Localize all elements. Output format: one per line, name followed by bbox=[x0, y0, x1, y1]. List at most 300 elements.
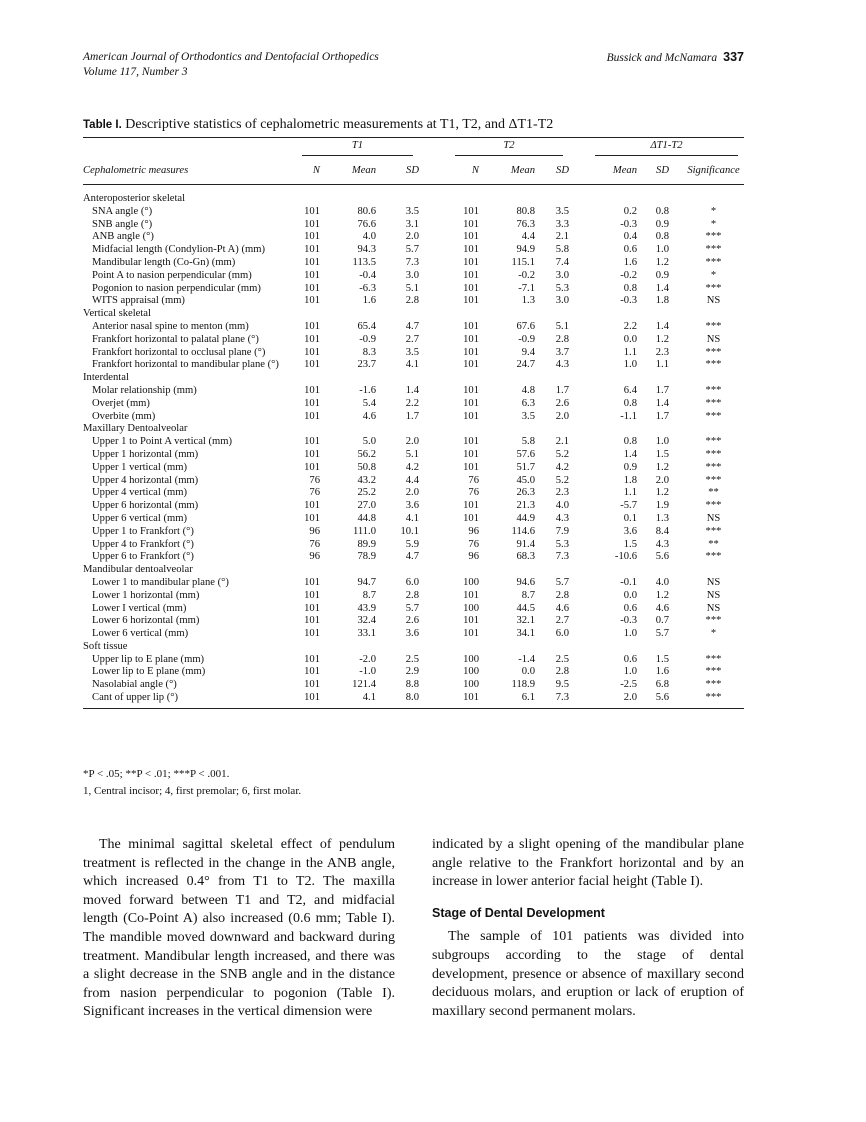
cell-mean-t2: 3.5 bbox=[521, 410, 535, 422]
cell-mean-t2: -0.9 bbox=[518, 333, 535, 345]
cell-sd-t2: 2.1 bbox=[555, 231, 569, 243]
cell-mean-t1: 76.6 bbox=[357, 218, 376, 230]
cell-measure: ANB angle (°) bbox=[92, 231, 154, 243]
group-header-row bbox=[83, 138, 744, 159]
table-row bbox=[83, 295, 744, 308]
cell-sd-t1: 4.1 bbox=[405, 512, 419, 524]
cell-mean-t1: -1.0 bbox=[359, 666, 376, 678]
cell-sd-t1: 2.5 bbox=[405, 653, 419, 665]
cell-significance: NS bbox=[706, 589, 721, 601]
cell-significance: * bbox=[710, 269, 717, 281]
cell-mean-t1: 78.9 bbox=[357, 551, 376, 563]
cell-mean-t1: 43.2 bbox=[357, 474, 376, 486]
cell-sd-t1: 8.0 bbox=[376, 692, 419, 708]
table-row bbox=[83, 385, 744, 398]
cell-mean-t1: -0.9 bbox=[359, 333, 376, 345]
cell-sd-t2: 2.8 bbox=[555, 589, 569, 601]
cell-measure: Nasolabial angle (°) bbox=[92, 679, 177, 691]
cell-significance: *** bbox=[705, 474, 722, 486]
cell-sd-t2: 3.7 bbox=[555, 346, 569, 358]
cell-significance: *** bbox=[705, 653, 722, 665]
cell-n-t2: 101 bbox=[463, 333, 479, 345]
table-row bbox=[83, 219, 744, 232]
cell-mean-t1: 89.9 bbox=[357, 538, 376, 550]
cell-mean-t2: 76.3 bbox=[516, 218, 535, 230]
cell-mean-delta: 0.0 bbox=[623, 333, 637, 345]
cell-n-t1: 96 bbox=[309, 551, 320, 563]
cell-sd-t2: 4.3 bbox=[555, 359, 569, 371]
table-row bbox=[83, 411, 744, 424]
cell-mean-t2: 68.3 bbox=[516, 551, 535, 563]
table-caption: Descriptive statistics of cephalometric measurements at T1, T2, and ΔT1-T2 bbox=[125, 117, 554, 132]
cell-sd-delta: 0.9 bbox=[655, 218, 669, 230]
cell-measure: Upper 4 vertical (mm) bbox=[92, 487, 188, 499]
cell-mean-t1: -6.3 bbox=[359, 282, 376, 294]
cell-mean-t1: 5.4 bbox=[362, 397, 376, 409]
column-header-sd-t2: SD bbox=[535, 158, 569, 185]
cell-measure: Lower lip to E plane (mm) bbox=[92, 666, 206, 678]
cell-mean-delta: 1.8 bbox=[623, 474, 637, 486]
cell-sd-t2: 3.5 bbox=[555, 205, 569, 217]
table-row bbox=[83, 692, 744, 708]
cell-sd-delta: 1.2 bbox=[655, 487, 669, 499]
cell-sd-t2: 5.3 bbox=[555, 282, 569, 294]
table-row bbox=[83, 500, 744, 513]
cell-sd-t2: 2.1 bbox=[555, 436, 569, 448]
section-row bbox=[83, 372, 744, 385]
cell-mean-delta: 1.0 bbox=[623, 666, 637, 678]
page-number: 337 bbox=[723, 50, 744, 64]
cell-n-t2: 101 bbox=[463, 205, 479, 217]
cell-n-t1: 101 bbox=[304, 602, 320, 614]
cell-sd-t1: 1.7 bbox=[405, 410, 419, 422]
table-row bbox=[83, 539, 744, 552]
cell-mean-delta: -10.6 bbox=[614, 551, 637, 563]
cell-sd-delta: 1.5 bbox=[655, 448, 669, 460]
table-row bbox=[83, 359, 744, 372]
cell-n-t2: 101 bbox=[463, 500, 479, 512]
cell-n-t2: 76 bbox=[468, 474, 479, 486]
cell-sd-t1: 2.0 bbox=[405, 231, 419, 243]
cell-sd-t1: 5.7 bbox=[405, 244, 419, 256]
cell-measure: Lower 6 vertical (mm) bbox=[92, 628, 189, 640]
cell-mean-t1: -0.4 bbox=[359, 269, 376, 281]
cell-sd-delta: 1.0 bbox=[655, 436, 669, 448]
cell-sd-t1: 2.2 bbox=[405, 397, 419, 409]
cell-sd-t1: 5.9 bbox=[405, 538, 419, 550]
cell-measure: Upper 1 to Point A vertical (mm) bbox=[92, 436, 233, 448]
cell-n-t2: 101 bbox=[463, 397, 479, 409]
table-row bbox=[83, 513, 744, 526]
body-paragraph: The minimal sagittal skeletal effect of pendulum treatment is reflected in the change in the ANB angle, which increased 0.4° from T1 to T2. The maxilla moved forward between T1 and T2, and midfacial length (Co-Point A) also increased (0.6 mm; Table I). The mandible moved downward and backward during treatment. Mandibular length increased, and there was a slight decrease in the SNB angle and in the distance from nasion perpendicular to pogonion (Table I). Significant increases in the vertical dimension were bbox=[83, 837, 395, 1020]
cell-n-t1: 101 bbox=[304, 436, 320, 448]
cell-significance: *** bbox=[705, 500, 722, 512]
body-paragraph: The sample of 101 patients was divided into subgroups according to the stage of dental development, presence or absence of maxillary second deciduous molars, and eruption or lack of eruption of maxillary second permanent molars. bbox=[432, 929, 744, 1019]
section-label: Maxillary Dentoalveolar bbox=[83, 423, 188, 435]
table-row bbox=[83, 398, 744, 411]
table-row bbox=[83, 526, 744, 539]
cell-sd-t1: 2.0 bbox=[405, 436, 419, 448]
table-row bbox=[83, 206, 744, 219]
cell-mean-t2: 5.8 bbox=[521, 436, 535, 448]
cell-sd-t1: 2.9 bbox=[405, 666, 419, 678]
cell-mean-t2: 0.0 bbox=[521, 666, 535, 678]
cell-significance: *** bbox=[705, 244, 722, 256]
column-header-significance: Significance bbox=[669, 158, 744, 185]
cell-sd-delta: 4.3 bbox=[655, 538, 669, 550]
cell-significance: *** bbox=[705, 461, 722, 473]
cell-measure: Frankfort horizontal to mandibular plane (°) bbox=[92, 359, 279, 371]
cell-sd-t2: 3.0 bbox=[555, 295, 569, 307]
table-row bbox=[83, 590, 744, 603]
cell-mean-delta: 1.1 bbox=[623, 487, 637, 499]
cell-sd-t2: 3.3 bbox=[555, 218, 569, 230]
table-row bbox=[83, 436, 744, 449]
cell-significance: *** bbox=[705, 410, 722, 422]
cell-sd-t1: 8.8 bbox=[405, 679, 419, 691]
section-label: Vertical skeletal bbox=[83, 308, 151, 320]
cell-mean-t1: 121.4 bbox=[352, 679, 376, 691]
cell-mean-t2: 94.6 bbox=[516, 576, 535, 588]
table-row bbox=[83, 462, 744, 475]
cell-sd-delta: 2.0 bbox=[655, 474, 669, 486]
cell-n-t2: 100 bbox=[463, 602, 479, 614]
cell-mean-t2: 67.6 bbox=[516, 320, 535, 332]
cell-n-t1: 101 bbox=[304, 205, 320, 217]
cell-mean-t2: 44.9 bbox=[516, 512, 535, 524]
cell-sd-delta: 1.4 bbox=[655, 320, 669, 332]
cell-sd-t2: 5.8 bbox=[555, 244, 569, 256]
cell-mean-delta: -0.2 bbox=[620, 269, 637, 281]
cell-measure: Lower I vertical (mm) bbox=[92, 602, 187, 614]
cell-sd-delta: 1.2 bbox=[655, 461, 669, 473]
cell-measure: Frankfort horizontal to palatal plane (°) bbox=[92, 333, 259, 345]
cell-mean-delta: 1.0 bbox=[623, 359, 637, 371]
cell-n-t1: 101 bbox=[304, 384, 320, 396]
cell-mean-t1: 94.3 bbox=[357, 244, 376, 256]
cell-significance: *** bbox=[705, 666, 722, 678]
cell-sd-delta: 1.5 bbox=[655, 653, 669, 665]
cell-mean-delta: 0.2 bbox=[623, 205, 637, 217]
column-header-mean-delta: Mean bbox=[569, 158, 637, 185]
cell-mean-t2: 114.6 bbox=[511, 525, 535, 537]
cell-n-t1: 101 bbox=[304, 500, 320, 512]
cell-sd-t2: 4.6 bbox=[555, 602, 569, 614]
cell-sd-delta: 1.6 bbox=[655, 666, 669, 678]
cell-sd-delta: 1.1 bbox=[655, 359, 669, 371]
cell-significance: NS bbox=[706, 512, 721, 524]
cell-mean-delta: 0.9 bbox=[623, 461, 637, 473]
cell-sd-t1: 2.8 bbox=[405, 295, 419, 307]
cell-n-t1: 101 bbox=[304, 448, 320, 460]
cell-mean-t2: 8.7 bbox=[521, 589, 535, 601]
cell-n-t2: 101 bbox=[463, 269, 479, 281]
cell-sd-delta: 1.4 bbox=[655, 282, 669, 294]
cell-significance: *** bbox=[705, 397, 722, 409]
cell-significance: *** bbox=[705, 436, 722, 448]
cell-sd-t2: 6.0 bbox=[555, 628, 569, 640]
column-header-n-t2: N bbox=[419, 158, 479, 185]
cell-significance: ** bbox=[708, 538, 719, 550]
section-label: Mandibular dentoalveolar bbox=[83, 564, 193, 576]
cell-mean-t1: 1.6 bbox=[362, 295, 376, 307]
cell-mean-t2: 57.6 bbox=[516, 448, 535, 460]
cell-n-t1: 101 bbox=[304, 244, 320, 256]
body-column-right bbox=[432, 836, 744, 1021]
cell-n-t1: 101 bbox=[304, 576, 320, 588]
cell-mean-t2: 32.1 bbox=[516, 615, 535, 627]
cell-significance: * bbox=[710, 205, 717, 217]
running-header-journal bbox=[83, 50, 379, 80]
cell-mean-t2: 45.0 bbox=[516, 474, 535, 486]
cell-mean-delta: 0.0 bbox=[623, 589, 637, 601]
cell-sd-delta: 4.0 bbox=[655, 576, 669, 588]
cell-mean-t2: 9.4 bbox=[521, 346, 535, 358]
cell-sd-t2: 7.9 bbox=[555, 525, 569, 537]
cell-mean-t2: 118.9 bbox=[511, 679, 535, 691]
cell-mean-t2: 1.3 bbox=[521, 295, 535, 307]
cell-n-t2: 76 bbox=[468, 538, 479, 550]
cell-mean-delta: -5.7 bbox=[620, 500, 637, 512]
cell-n-t1: 101 bbox=[304, 231, 320, 243]
cell-significance: *** bbox=[705, 359, 722, 371]
cell-mean-t2: 4.8 bbox=[521, 384, 535, 396]
cell-sd-delta: 1.8 bbox=[655, 295, 669, 307]
cell-n-t2: 101 bbox=[463, 461, 479, 473]
cell-n-t1: 101 bbox=[304, 269, 320, 281]
cell-n-t1: 101 bbox=[304, 666, 320, 678]
journal-name: American Journal of Orthodontics and Dentofacial Orthopedics bbox=[83, 51, 379, 63]
cell-mean-delta: 1.5 bbox=[623, 538, 637, 550]
cell-sd-t1: 4.7 bbox=[405, 320, 419, 332]
cell-significance: *** bbox=[705, 615, 722, 627]
cell-measure: Upper 1 horizontal (mm) bbox=[92, 448, 199, 460]
cell-measure: Mandibular length (Co-Gn) (mm) bbox=[92, 256, 236, 268]
cell-sd-t2: 2.6 bbox=[555, 397, 569, 409]
cell-sd-t1: 2.8 bbox=[405, 589, 419, 601]
cell-sd-delta: 0.8 bbox=[655, 231, 669, 243]
cell-mean-t2: 44.5 bbox=[516, 602, 535, 614]
column-header-sd-delta: SD bbox=[637, 158, 669, 185]
cell-significance: *** bbox=[705, 256, 722, 268]
cell-sd-t2: 5.2 bbox=[555, 448, 569, 460]
cell-n-t1: 76 bbox=[309, 538, 320, 550]
cell-sd-t1: 4.7 bbox=[405, 551, 419, 563]
cell-mean-delta: 0.8 bbox=[623, 397, 637, 409]
cell-measure: WITS appraisal (mm) bbox=[92, 295, 185, 307]
cell-n-t2: 101 bbox=[463, 218, 479, 230]
table-row bbox=[83, 628, 744, 641]
tooth-footnote: 1, Central incisor; 4, first premolar; 6, first molar. bbox=[83, 785, 302, 797]
cell-mean-t2: 91.4 bbox=[516, 538, 535, 550]
cell-sd-t2: 1.7 bbox=[555, 384, 569, 396]
cell-sd-delta: 1.9 bbox=[655, 500, 669, 512]
cell-n-t1: 101 bbox=[304, 589, 320, 601]
cell-n-t2: 101 bbox=[419, 692, 479, 708]
cell-n-t2: 101 bbox=[463, 615, 479, 627]
cell-measure: Frankfort horizontal to occlusal plane (°) bbox=[92, 346, 266, 358]
cell-sd-delta: 2.3 bbox=[655, 346, 669, 358]
cell-sd-t1: 2.6 bbox=[405, 615, 419, 627]
cell-mean-t2: 94.9 bbox=[516, 244, 535, 256]
cell-mean-t1: 50.8 bbox=[357, 461, 376, 473]
table-row bbox=[83, 321, 744, 334]
cell-n-t2: 100 bbox=[463, 653, 479, 665]
cell-n-t2: 101 bbox=[463, 448, 479, 460]
table-row bbox=[83, 475, 744, 488]
cell-mean-delta: 0.6 bbox=[623, 602, 637, 614]
cell-mean-t1: 65.4 bbox=[357, 320, 376, 332]
cell-n-t2: 101 bbox=[463, 410, 479, 422]
table-footnotes bbox=[83, 766, 301, 800]
cell-n-t1: 76 bbox=[309, 487, 320, 499]
cell-n-t2: 101 bbox=[463, 231, 479, 243]
group-t1: T1 bbox=[296, 138, 419, 159]
cell-measure: SNB angle (°) bbox=[92, 218, 153, 230]
cell-significance: *** bbox=[705, 282, 722, 294]
cell-n-t1: 101 bbox=[304, 410, 320, 422]
cell-mean-t1: 113.5 bbox=[352, 256, 376, 268]
statistics-table bbox=[83, 137, 744, 709]
table-row bbox=[83, 603, 744, 616]
cell-mean-delta: 0.8 bbox=[623, 436, 637, 448]
cell-mean-t1: 80.6 bbox=[357, 205, 376, 217]
authors: Bussick and McNamara bbox=[606, 52, 718, 64]
body-paragraph: indicated by a slight opening of the mandibular plane angle relative to the Frankfort horizontal and by an increase in lower anterior facial height (Table I). bbox=[432, 837, 744, 890]
cell-n-t1: 101 bbox=[304, 359, 320, 371]
table-row bbox=[83, 577, 744, 590]
cell-mean-t2: 6.3 bbox=[521, 397, 535, 409]
table-row bbox=[83, 244, 744, 257]
cell-n-t2: 101 bbox=[463, 589, 479, 601]
section-label: Soft tissue bbox=[83, 640, 128, 652]
cell-measure: Molar relationship (mm) bbox=[92, 384, 197, 396]
cell-mean-delta: -0.3 bbox=[620, 615, 637, 627]
cell-sd-t2: 2.7 bbox=[555, 615, 569, 627]
significance-footnote: *P < .05; **P < .01; ***P < .001. bbox=[83, 768, 230, 780]
cell-mean-t2: 21.3 bbox=[516, 500, 535, 512]
column-header-measure: Cephalometric measures bbox=[83, 158, 296, 185]
cell-sd-t1: 10.1 bbox=[400, 525, 419, 537]
cell-n-t2: 96 bbox=[468, 525, 479, 537]
cell-sd-delta: 5.6 bbox=[637, 692, 669, 708]
cell-significance: *** bbox=[705, 448, 722, 460]
cell-n-t1: 101 bbox=[304, 461, 320, 473]
cell-sd-t1: 4.2 bbox=[405, 461, 419, 473]
cell-mean-t1: 43.9 bbox=[357, 602, 376, 614]
cell-sd-delta: 0.9 bbox=[655, 269, 669, 281]
cell-sd-t2: 2.5 bbox=[555, 653, 569, 665]
cell-sd-t2: 5.2 bbox=[555, 474, 569, 486]
cell-n-t2: 101 bbox=[463, 384, 479, 396]
cell-mean-t2: 51.7 bbox=[516, 461, 535, 473]
cell-mean-t2: 4.4 bbox=[521, 231, 535, 243]
cell-sd-delta: 6.8 bbox=[655, 679, 669, 691]
cell-mean-delta: 1.1 bbox=[623, 346, 637, 358]
cell-n-t2: 100 bbox=[463, 666, 479, 678]
cell-n-t1: 101 bbox=[304, 346, 320, 358]
cell-measure: Upper 6 to Frankfort (°) bbox=[92, 551, 194, 563]
cell-n-t2: 101 bbox=[463, 628, 479, 640]
section-label: Anteroposterior skeletal bbox=[83, 193, 186, 204]
cell-mean-t1: 4.6 bbox=[362, 410, 376, 422]
cell-measure: Overjet (mm) bbox=[92, 397, 150, 409]
cell-mean-t1: 27.0 bbox=[357, 500, 376, 512]
cell-measure: Upper 6 horizontal (mm) bbox=[92, 500, 199, 512]
cell-significance: *** bbox=[705, 346, 722, 358]
cell-significance: *** bbox=[669, 692, 744, 708]
table-row bbox=[83, 615, 744, 628]
cell-sd-delta: 5.7 bbox=[655, 628, 669, 640]
cell-n-t2: 76 bbox=[468, 487, 479, 499]
cell-measure: Lower 1 to mandibular plane (°) bbox=[92, 576, 229, 588]
cell-sd-delta: 1.2 bbox=[655, 589, 669, 601]
cell-sd-t1: 1.4 bbox=[405, 384, 419, 396]
cell-sd-t2: 3.0 bbox=[555, 269, 569, 281]
table-row bbox=[83, 666, 744, 679]
cell-sd-t1: 2.7 bbox=[405, 333, 419, 345]
cell-sd-t1: 3.0 bbox=[405, 269, 419, 281]
cell-sd-delta: 1.0 bbox=[655, 244, 669, 256]
cell-mean-t1: 4.0 bbox=[362, 231, 376, 243]
cell-sd-t1: 5.1 bbox=[405, 448, 419, 460]
cell-significance: *** bbox=[705, 679, 722, 691]
cell-significance: NS bbox=[706, 333, 721, 345]
cell-sd-t1: 7.3 bbox=[405, 256, 419, 268]
cell-mean-delta: -2.5 bbox=[620, 679, 637, 691]
cell-mean-t1: 4.1 bbox=[320, 692, 376, 708]
cell-sd-delta: 4.6 bbox=[655, 602, 669, 614]
cell-n-t2: 101 bbox=[463, 512, 479, 524]
cell-n-t1: 101 bbox=[304, 256, 320, 268]
cell-mean-t1: -2.0 bbox=[359, 653, 376, 665]
cell-n-t2: 100 bbox=[463, 679, 479, 691]
cell-sd-delta: 1.3 bbox=[655, 512, 669, 524]
cell-sd-t2: 4.0 bbox=[555, 500, 569, 512]
cell-mean-delta: -1.1 bbox=[620, 410, 637, 422]
cell-n-t1: 101 bbox=[304, 333, 320, 345]
cell-mean-t2: -1.4 bbox=[518, 653, 535, 665]
cell-sd-t2: 2.8 bbox=[555, 666, 569, 678]
cell-significance: *** bbox=[705, 525, 722, 537]
cell-measure: Upper 4 to Frankfort (°) bbox=[92, 538, 194, 550]
cell-mean-t1: 8.3 bbox=[362, 346, 376, 358]
cell-n-t1: 101 bbox=[304, 653, 320, 665]
cell-mean-t1: 23.7 bbox=[357, 359, 376, 371]
cell-n-t2: 101 bbox=[463, 359, 479, 371]
cell-sd-t2: 5.3 bbox=[555, 538, 569, 550]
cell-sd-t1: 4.1 bbox=[405, 359, 419, 371]
cell-mean-t2: 6.1 bbox=[479, 692, 535, 708]
cell-mean-delta: 1.6 bbox=[623, 256, 637, 268]
cell-n-t1: 101 bbox=[304, 295, 320, 307]
cell-n-t2: 101 bbox=[463, 256, 479, 268]
cell-sd-delta: 5.6 bbox=[655, 551, 669, 563]
table-row bbox=[83, 654, 744, 667]
cell-mean-t2: 115.1 bbox=[511, 256, 535, 268]
cell-mean-delta: 0.1 bbox=[623, 512, 637, 524]
cell-mean-delta: 0.4 bbox=[623, 231, 637, 243]
cell-measure: Upper 1 to Frankfort (°) bbox=[92, 525, 194, 537]
cell-n-t1: 76 bbox=[309, 474, 320, 486]
cell-mean-t1: 94.7 bbox=[357, 576, 376, 588]
cell-sd-t2: 5.1 bbox=[555, 320, 569, 332]
cell-sd-t2: 7.3 bbox=[535, 692, 569, 708]
cell-mean-t1: -1.6 bbox=[359, 384, 376, 396]
table-row bbox=[83, 487, 744, 500]
cell-significance: NS bbox=[706, 295, 721, 307]
cell-measure: Anterior nasal spine to menton (mm) bbox=[92, 320, 249, 332]
